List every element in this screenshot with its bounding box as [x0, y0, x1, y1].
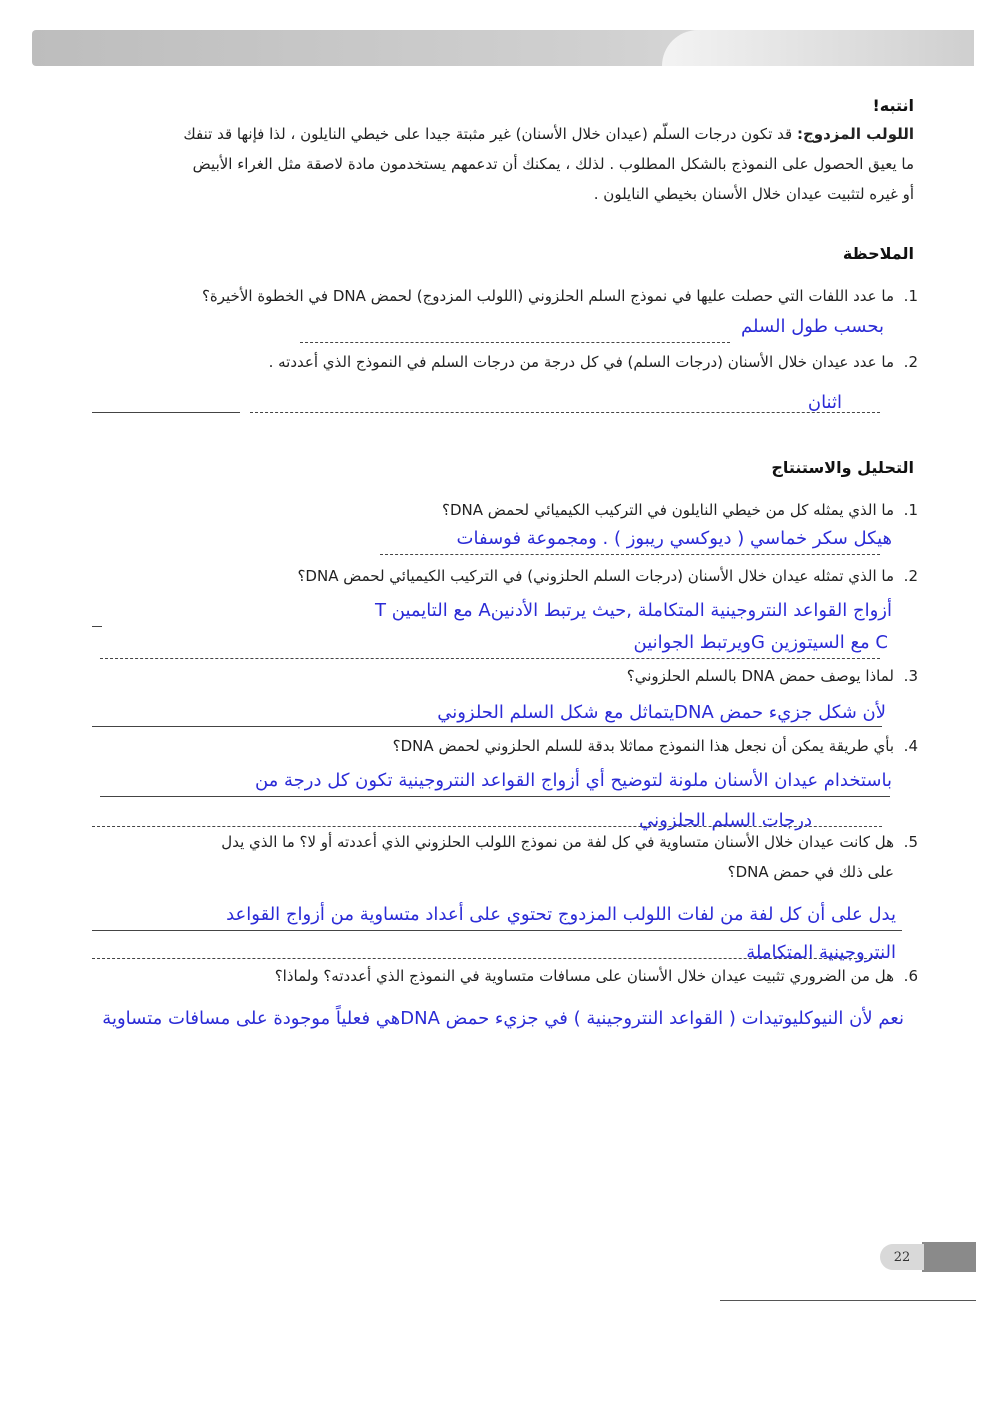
answer-line — [100, 658, 880, 660]
analysis-a2-line2: C مع السيتوزين Gويرتبط الجوانين — [633, 632, 888, 653]
attention-line1: قد تكون درجات السلّم (عيدان خلال الأسنان) غير مثبتة جيدا على خيطي النايلون ، لذا فإنها قد تنفك — [183, 125, 793, 143]
page-number: 22 — [880, 1244, 924, 1270]
attention-line2: ما يعيق الحصول على النموذج بالشكل المطلوب . لذلك ، يمكنك أن تدعمهم يستخدمون مادة لاصقة مثل الغراء الأبيض — [192, 155, 914, 173]
q-number: 2. — [903, 567, 918, 585]
q-text: بأي طريقة يمكن أن نجعل هذا النموذج مماثلا بدقة للسلم الحلزوني لحمض DNA؟ — [392, 737, 894, 755]
q-text: ما عدد عيدان خلال الأسنان (درجات السلم) في كل درجة من درجات السلم في النموذج الذي أعددته . — [268, 353, 894, 371]
analysis-q6 — [98, 964, 918, 988]
answer-line — [250, 412, 880, 414]
analysis-a3: لأن شكل جزيء حمض DNAيتماثل مع شكل السلم الحلزوني — [437, 702, 886, 723]
observation-q1 — [98, 284, 918, 308]
answer-line — [300, 342, 730, 344]
q-text-line1: هل كانت عيدان خلال الأسنان متساوية في كل لفة من نموذج اللولب الحلزوني الذي أعددته أو لا؟ ما الذي يدل — [221, 833, 894, 851]
observation-q2 — [98, 350, 918, 374]
q-number: 3. — [903, 667, 918, 685]
analysis-a4-line2: درجات السلم الحلزوني — [639, 810, 812, 831]
answer-line — [92, 930, 902, 932]
footer-line — [720, 1300, 976, 1301]
analysis-a4-line1: باستخدام عيدان الأسنان ملونة لتوضيح أي أزواج القواعد النتروجينية تكون كل درجة من — [254, 770, 892, 791]
attention-title: انتبه! — [872, 96, 914, 115]
q-number: 2. — [903, 353, 918, 371]
answer-line — [380, 554, 880, 556]
analysis-a5-line2: النتروجينية المتكاملة — [746, 942, 896, 963]
analysis-q3 — [98, 664, 918, 688]
analysis-a1: هيكل سكر خماسي ( ديوكسي ريبوز ) . ومجموعة فوسفات — [456, 528, 892, 549]
q-number: 1. — [903, 287, 918, 305]
analysis-q4 — [98, 734, 918, 758]
q-text: ما الذي يمثله كل من خيطي النايلون في التركيب الكيميائي لحمض DNA؟ — [441, 501, 894, 519]
page-number-bar — [922, 1242, 976, 1272]
answer-line — [92, 412, 240, 414]
answer-line — [100, 796, 890, 798]
analysis-q1 — [98, 498, 918, 522]
q-text: هل من الضروري تثبيت عيدان خلال الأسنان على مسافات متساوية في النموذج الذي أعددته؟ ولماذا؟ — [274, 967, 894, 985]
q-number: 6. — [903, 967, 918, 985]
analysis-q5 — [98, 830, 918, 884]
q-number: 1. — [903, 501, 918, 519]
analysis-title: التحليل والاستنتاج — [771, 458, 914, 477]
header-curve — [662, 30, 974, 66]
attention-line3: أو غيره لتثبيت عيدان خلال الأسنان بخيطي النايلون . — [593, 185, 914, 203]
q-text: ما عدد اللفات التي حصلت عليها في نموذج السلم الحلزوني (اللولب المزدوج) لحمض DNA في الخطوة الأخيرة؟ — [201, 287, 894, 305]
analysis-a6: نعم لأن النيوكليوتيدات ( القواعد النتروجينية ) في جزيء حمض DNAهي فعلياً موجودة على مسافات متساوية — [102, 1008, 904, 1029]
observation-title: الملاحظة — [842, 244, 914, 263]
analysis-a2-line1: أزواج القواعد النتروجينية المتكاملة ,حيث يرتبط الأدنينA مع التايمين T — [375, 600, 892, 621]
answer-line — [92, 826, 882, 828]
answer-line — [92, 726, 882, 728]
observation-a2: اثنان — [807, 392, 842, 413]
q-text: ما الذي تمثله عيدان خلال الأسنان (درجات السلم الحلزوني) في التركيب الكيميائي لحمض DNA؟ — [297, 567, 894, 585]
attention-paragraph — [94, 122, 914, 206]
q-number: 4. — [903, 737, 918, 755]
answer-line — [92, 958, 882, 960]
analysis-a5-line1: يدل على أن كل لفة من لفات اللولب المزدوج تحتوي على أعداد متساوية من أزواج القواعد — [226, 904, 896, 925]
attention-label: اللولب المزدوج: — [796, 125, 914, 143]
q-text-line2: على ذلك في حمض DNA؟ — [727, 863, 894, 881]
q-text: لماذا يوصف حمض DNA بالسلم الحلزوني؟ — [626, 667, 894, 685]
observation-a1: بحسب طول السلم — [741, 316, 884, 337]
q-number: 5. — [903, 833, 918, 851]
analysis-q2 — [98, 564, 918, 588]
